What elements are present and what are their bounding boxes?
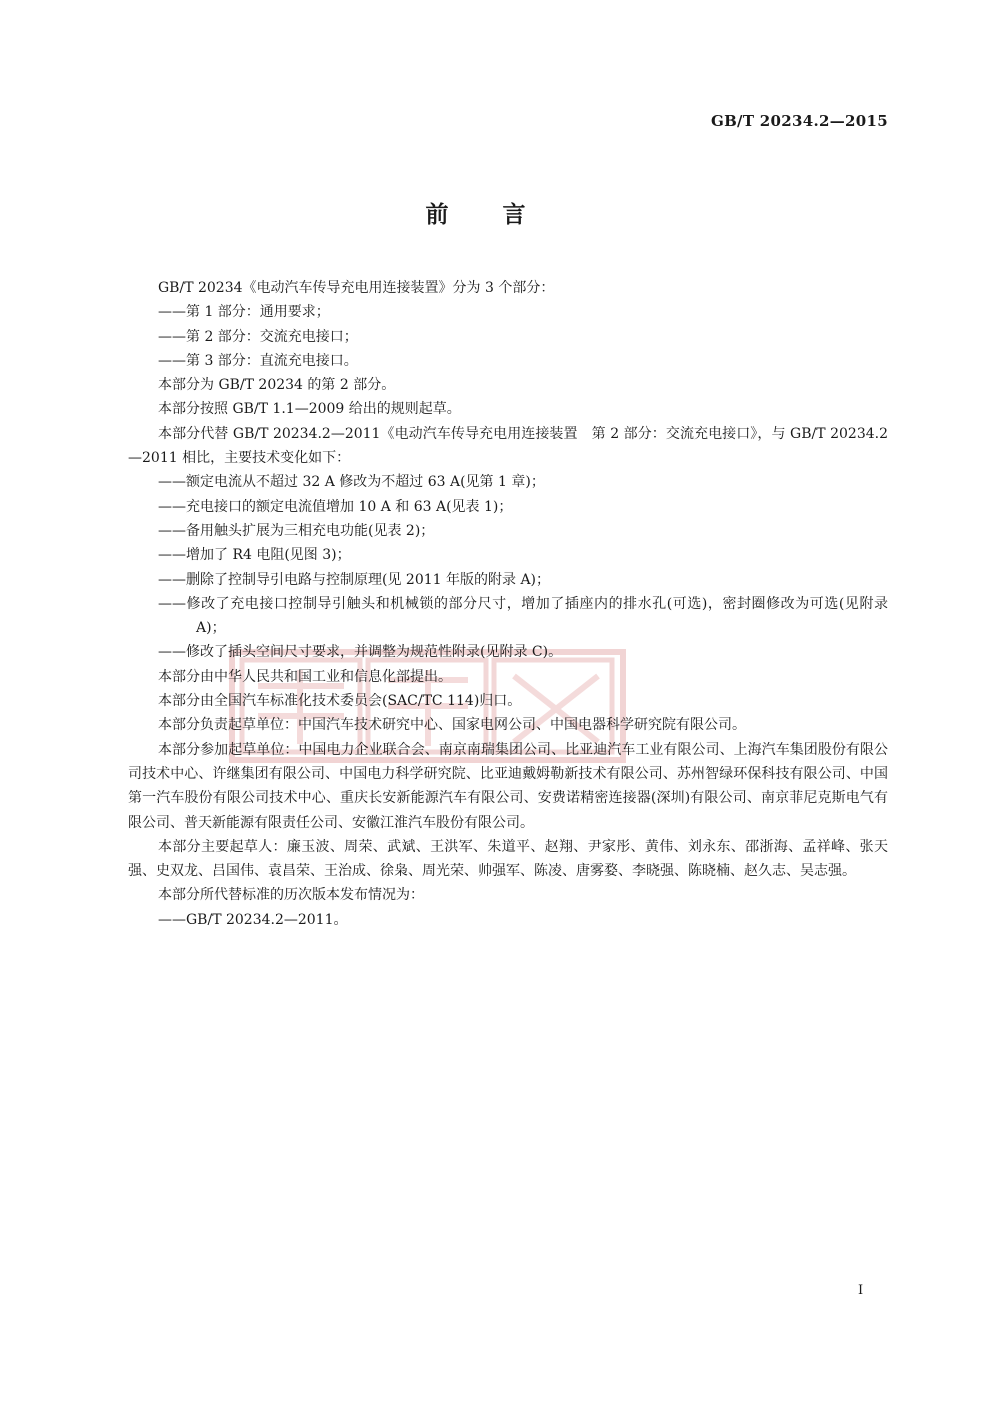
list-item-change: ——增加了 R4 电阻(见图 3)； — [158, 547, 351, 564]
list-item-change: ——充电接口的额定电流值增加 10 A 和 63 A(见表 1)； — [158, 498, 513, 515]
paragraph-intro: GB/T 20234《电动汽车传导充电用连接装置》分为 3 个部分： — [158, 280, 555, 296]
list-item-change: ——修改了插头空间尺寸要求，并调整为规范性附录(见附录 C)。 — [158, 644, 563, 661]
paragraph-responsible-drafters: 本部分负责起草单位：中国汽车技术研究中心、国家电网公司、中国电器科学研究院有限公司。 — [158, 717, 746, 734]
list-item-change: ——删除了控制导引电路与控制原理(见 2011 年版的附录 A)； — [158, 571, 551, 588]
paragraph-replaces: 本部分代替 GB/T 20234.2—2011《电动汽车传导充电用连接装置 第 2 部分：交流充电接口》，与 GB/T 20234.2—2011 相比，主要技术变化如下： — [128, 425, 888, 467]
paragraph-under-jurisdiction: 本部分由全国汽车标准化技术委员会(SAC/TC 114)归口。 — [158, 693, 522, 710]
standard-code: GB/T 20234.2—2015 — [710, 112, 888, 130]
paragraph-drafting-rules: 本部分按照 GB/T 1.1—2009 给出的规则起草。 — [158, 401, 461, 418]
list-item-change: ——修改了充电接口控制导引触头和机械锁的部分尺寸，增加了插座内的排水孔(可选)，密封圈修改为可选(见附录 A)； — [158, 595, 888, 637]
list-item-history: ——GB/T 20234.2—2011。 — [158, 911, 348, 928]
paragraph-participating-drafters: 本部分参加起草单位：中国电力企业联合会、南京南瑞集团公司、比亚迪汽车工业有限公司、上海汽车集团股份有限公司技术中心、许继集团有限公司、中国电力科学研究院、比亚迪戴姆勒新技术有限公司、苏州智绿环保科技有限公司、中国第一汽车股份有限公司技术中心、重庆长安新能源汽车有限公司、安费诺精密连接器(深圳)有限公司、南京菲尼克斯电气有限公司、普天新能源有限责任公司、安徽江淮汽车股份有限公司。 — [128, 741, 888, 831]
paragraph-main-drafters: 本部分主要起草人：廉玉波、周荣、武斌、王洪军、朱道平、赵翔、尹家彤、黄伟、刘永东、邵浙海、孟祥峰、张天强、史双龙、吕国伟、袁昌荣、王治成、徐枭、周光荣、帅强军、陈凌、唐雾婺、李晓强、陈晓楠、赵久志、吴志强。 — [128, 838, 888, 880]
page-number: I — [858, 1283, 864, 1298]
paragraph-part-scope: 本部分为 GB/T 20234 的第 2 部分。 — [158, 377, 396, 394]
page-title: 前言 — [425, 201, 580, 228]
list-item-change: ——备用触头扩展为三相充电功能(见表 2)； — [158, 522, 435, 539]
paragraph-proposed-by: 本部分由中华人民共和国工业和信息化部提出。 — [158, 668, 452, 685]
list-item-part1: ——第 1 部分：通用要求； — [158, 304, 330, 321]
list-item-part2: ——第 2 部分：交流充电接口； — [158, 328, 358, 345]
paragraph-history-intro: 本部分所代替标准的历次版本发布情况为： — [158, 887, 424, 904]
list-item-change: ——额定电流从不超过 32 A 修改为不超过 63 A(见第 1 章)； — [158, 474, 545, 491]
list-item-part3: ——第 3 部分：直流充电接口。 — [158, 352, 358, 369]
foreword-body — [128, 276, 888, 932]
